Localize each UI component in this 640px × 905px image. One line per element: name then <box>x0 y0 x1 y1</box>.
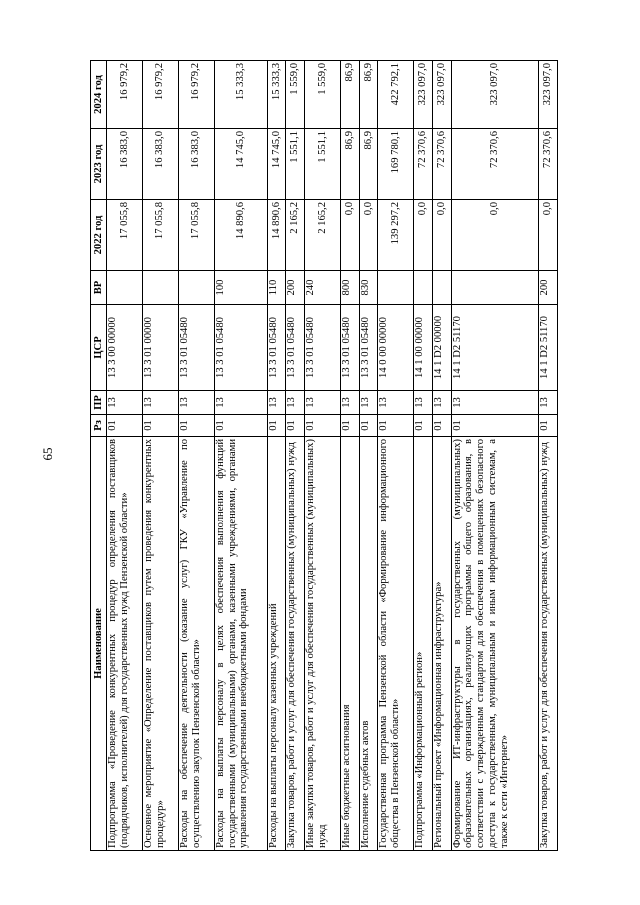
row-2022: 0,0 <box>414 200 433 271</box>
table-row <box>142 61 178 851</box>
row-vr: 800 <box>341 271 360 305</box>
row-name: Закупка товаров, работ и услуг для обеспечения государственных (муниципальных) нужд <box>539 437 558 851</box>
row-2024: 16 979,2 <box>107 61 143 129</box>
row-csr: 14 1 D2 51170 <box>539 305 558 391</box>
row-csr: 13 3 01 00000 <box>142 305 178 391</box>
row-csr: 13 3 01 05480 <box>305 305 341 391</box>
table-row <box>414 61 433 851</box>
row-2024: 86,9 <box>359 61 378 129</box>
row-vr <box>414 271 433 305</box>
row-2024: 1 559,0 <box>305 61 341 129</box>
row-csr: 13 3 00 00000 <box>107 305 143 391</box>
row-pr: 13 <box>341 391 360 415</box>
row-name: Подпрограмма «Информационный регион» <box>414 437 433 851</box>
row-name: Иные закупки товаров, работ и услуг для обеспечения государственных (муниципальных) нужд <box>305 437 341 851</box>
row-rz: 01 <box>414 415 433 437</box>
row-2022: 14 890,6 <box>214 200 267 271</box>
table-row <box>305 61 341 851</box>
row-rz: 01 <box>451 415 539 437</box>
row-2024: 323 097,0 <box>414 61 433 129</box>
row-vr <box>142 271 178 305</box>
row-pr: 13 <box>359 391 378 415</box>
row-name: Основное мероприятие «Определение поставщиков путем проведения конкурентных процедур» <box>142 437 178 851</box>
row-csr: 14 1 00 00000 <box>414 305 433 391</box>
row-2024: 323 097,0 <box>539 61 558 129</box>
table-row <box>359 61 378 851</box>
table-row <box>286 61 305 851</box>
row-2022: 2 165,2 <box>286 200 305 271</box>
row-2023: 72 370,6 <box>432 129 451 200</box>
row-name: Иные бюджетные ассигнования <box>341 437 360 851</box>
table-row <box>451 61 539 851</box>
row-2023: 16 383,0 <box>142 129 178 200</box>
row-2023: 16 383,0 <box>107 129 143 200</box>
row-2022: 2 165,2 <box>305 200 341 271</box>
row-name: Расходы на обеспечение деятельности (оказание услуг) ГКУ «Управление по осуществлению закупок Пензенской области» <box>178 437 214 851</box>
row-2024: 16 979,2 <box>178 61 214 129</box>
row-name: Исполнение судебных актов <box>359 437 378 851</box>
row-pr: 13 <box>414 391 433 415</box>
row-2022: 139 297,2 <box>378 200 414 271</box>
row-2022: 17 055,8 <box>178 200 214 271</box>
row-csr: 13 3 01 05480 <box>286 305 305 391</box>
table-row <box>539 61 558 851</box>
row-name: Подпрограмма «Проведение конкурентных процедур определения поставщиков (подрядчиков, исполнителей) для государственных нужд Пензенской области» <box>107 437 143 851</box>
row-2022: 14 890,6 <box>267 200 286 271</box>
row-2022: 17 055,8 <box>107 200 143 271</box>
table-row <box>378 61 414 851</box>
row-2023: 1 551,1 <box>286 129 305 200</box>
row-rz: 01 <box>267 415 286 437</box>
table-body <box>107 61 558 851</box>
row-2023: 14 745,0 <box>267 129 286 200</box>
row-csr: 13 3 01 05480 <box>359 305 378 391</box>
row-rz: 01 <box>539 415 558 437</box>
row-2023: 16 383,0 <box>178 129 214 200</box>
row-pr: 13 <box>378 391 414 415</box>
row-vr: 110 <box>267 271 286 305</box>
row-2022: 0,0 <box>539 200 558 271</box>
row-rz: 01 <box>178 415 214 437</box>
row-vr: 200 <box>286 271 305 305</box>
row-rz: 01 <box>214 415 267 437</box>
header-pr: ПР <box>91 391 107 415</box>
table-row <box>107 61 143 851</box>
row-2023: 86,9 <box>341 129 360 200</box>
row-vr: 100 <box>214 271 267 305</box>
row-csr: 13 3 01 05480 <box>341 305 360 391</box>
table-header-row <box>91 61 107 851</box>
row-rz: 01 <box>378 415 414 437</box>
header-2024: 2024 год <box>91 61 107 129</box>
row-csr: 13 3 01 05480 <box>178 305 214 391</box>
row-vr <box>178 271 214 305</box>
table-row <box>267 61 286 851</box>
row-rz: 01 <box>359 415 378 437</box>
row-rz: 01 <box>286 415 305 437</box>
row-2024: 323 097,0 <box>451 61 539 129</box>
row-name: Государственная программа Пензенской области «Формирование информационного общества в Пензенской области» <box>378 437 414 851</box>
row-vr <box>432 271 451 305</box>
row-pr: 13 <box>178 391 214 415</box>
row-2023: 72 370,6 <box>414 129 433 200</box>
row-rz: 01 <box>432 415 451 437</box>
row-csr: 14 1 D2 00000 <box>432 305 451 391</box>
row-2023: 72 370,6 <box>539 129 558 200</box>
row-name: Расходы на выплаты персоналу в целях обеспечения выполнения функций государственными (муниципальными) органами, казенными учреждениями, органами управления государственными внебюджетными фондами <box>214 437 267 851</box>
row-name: Региональный проект «Информационная инфраструктура» <box>432 437 451 851</box>
row-2024: 15 333,3 <box>214 61 267 129</box>
row-csr: 14 0 00 00000 <box>378 305 414 391</box>
row-vr: 240 <box>305 271 341 305</box>
page-number: 65 <box>40 447 55 461</box>
header-vr: ВР <box>91 271 107 305</box>
row-2023: 169 780,1 <box>378 129 414 200</box>
row-rz: 01 <box>142 415 178 437</box>
row-2022: 17 055,8 <box>142 200 178 271</box>
row-pr: 13 <box>142 391 178 415</box>
rotated-table-container <box>90 61 558 851</box>
row-vr: 830 <box>359 271 378 305</box>
row-pr: 13 <box>305 391 341 415</box>
row-pr: 13 <box>451 391 539 415</box>
row-2023: 14 745,0 <box>214 129 267 200</box>
row-vr <box>378 271 414 305</box>
row-vr: 200 <box>539 271 558 305</box>
row-pr: 13 <box>214 391 267 415</box>
budget-table <box>90 60 558 851</box>
row-csr: 13 3 01 05480 <box>214 305 267 391</box>
table-row <box>178 61 214 851</box>
row-2024: 323 097,0 <box>432 61 451 129</box>
header-rz: Рз <box>91 415 107 437</box>
header-2023: 2023 год <box>91 129 107 200</box>
row-pr: 13 <box>432 391 451 415</box>
row-2024: 15 333,3 <box>267 61 286 129</box>
row-2024: 422 792,1 <box>378 61 414 129</box>
row-2023: 86,9 <box>359 129 378 200</box>
row-rz: 01 <box>107 415 143 437</box>
row-2022: 0,0 <box>432 200 451 271</box>
row-name: Закупка товаров, работ и услуг для обеспечения государственных (муниципальных) нужд <box>286 437 305 851</box>
row-2024: 16 979,2 <box>142 61 178 129</box>
row-2022: 0,0 <box>451 200 539 271</box>
row-2023: 72 370,6 <box>451 129 539 200</box>
row-pr: 13 <box>286 391 305 415</box>
table-row <box>214 61 267 851</box>
row-2024: 1 559,0 <box>286 61 305 129</box>
row-pr: 13 <box>267 391 286 415</box>
row-pr: 13 <box>539 391 558 415</box>
row-rz: 01 <box>341 415 360 437</box>
table-row <box>432 61 451 851</box>
row-pr: 13 <box>107 391 143 415</box>
row-vr <box>451 271 539 305</box>
row-2024: 86,9 <box>341 61 360 129</box>
row-2022: 0,0 <box>341 200 360 271</box>
header-csr: ЦСР <box>91 305 107 391</box>
row-vr <box>107 271 143 305</box>
table-row <box>341 61 360 851</box>
row-name: Формирование ИТ-инфраструктуры в государственных (муниципальных) образовательных организациях, реализующих программы общего образования, в соответствии с утвержденным стандартом для обеспечения в помещениях безопасного доступа к государственным, муниципальным и иным информационным системам, а также к сети «Интернет» <box>451 437 539 851</box>
header-name: Наименование <box>91 437 107 851</box>
row-rz: 01 <box>305 415 341 437</box>
row-name: Расходы на выплаты персоналу казенных учреждений <box>267 437 286 851</box>
row-2023: 1 551,1 <box>305 129 341 200</box>
row-2022: 0,0 <box>359 200 378 271</box>
header-2022: 2022 год <box>91 200 107 271</box>
row-csr: 14 1 D2 51170 <box>451 305 539 391</box>
row-csr: 13 3 01 05480 <box>267 305 286 391</box>
